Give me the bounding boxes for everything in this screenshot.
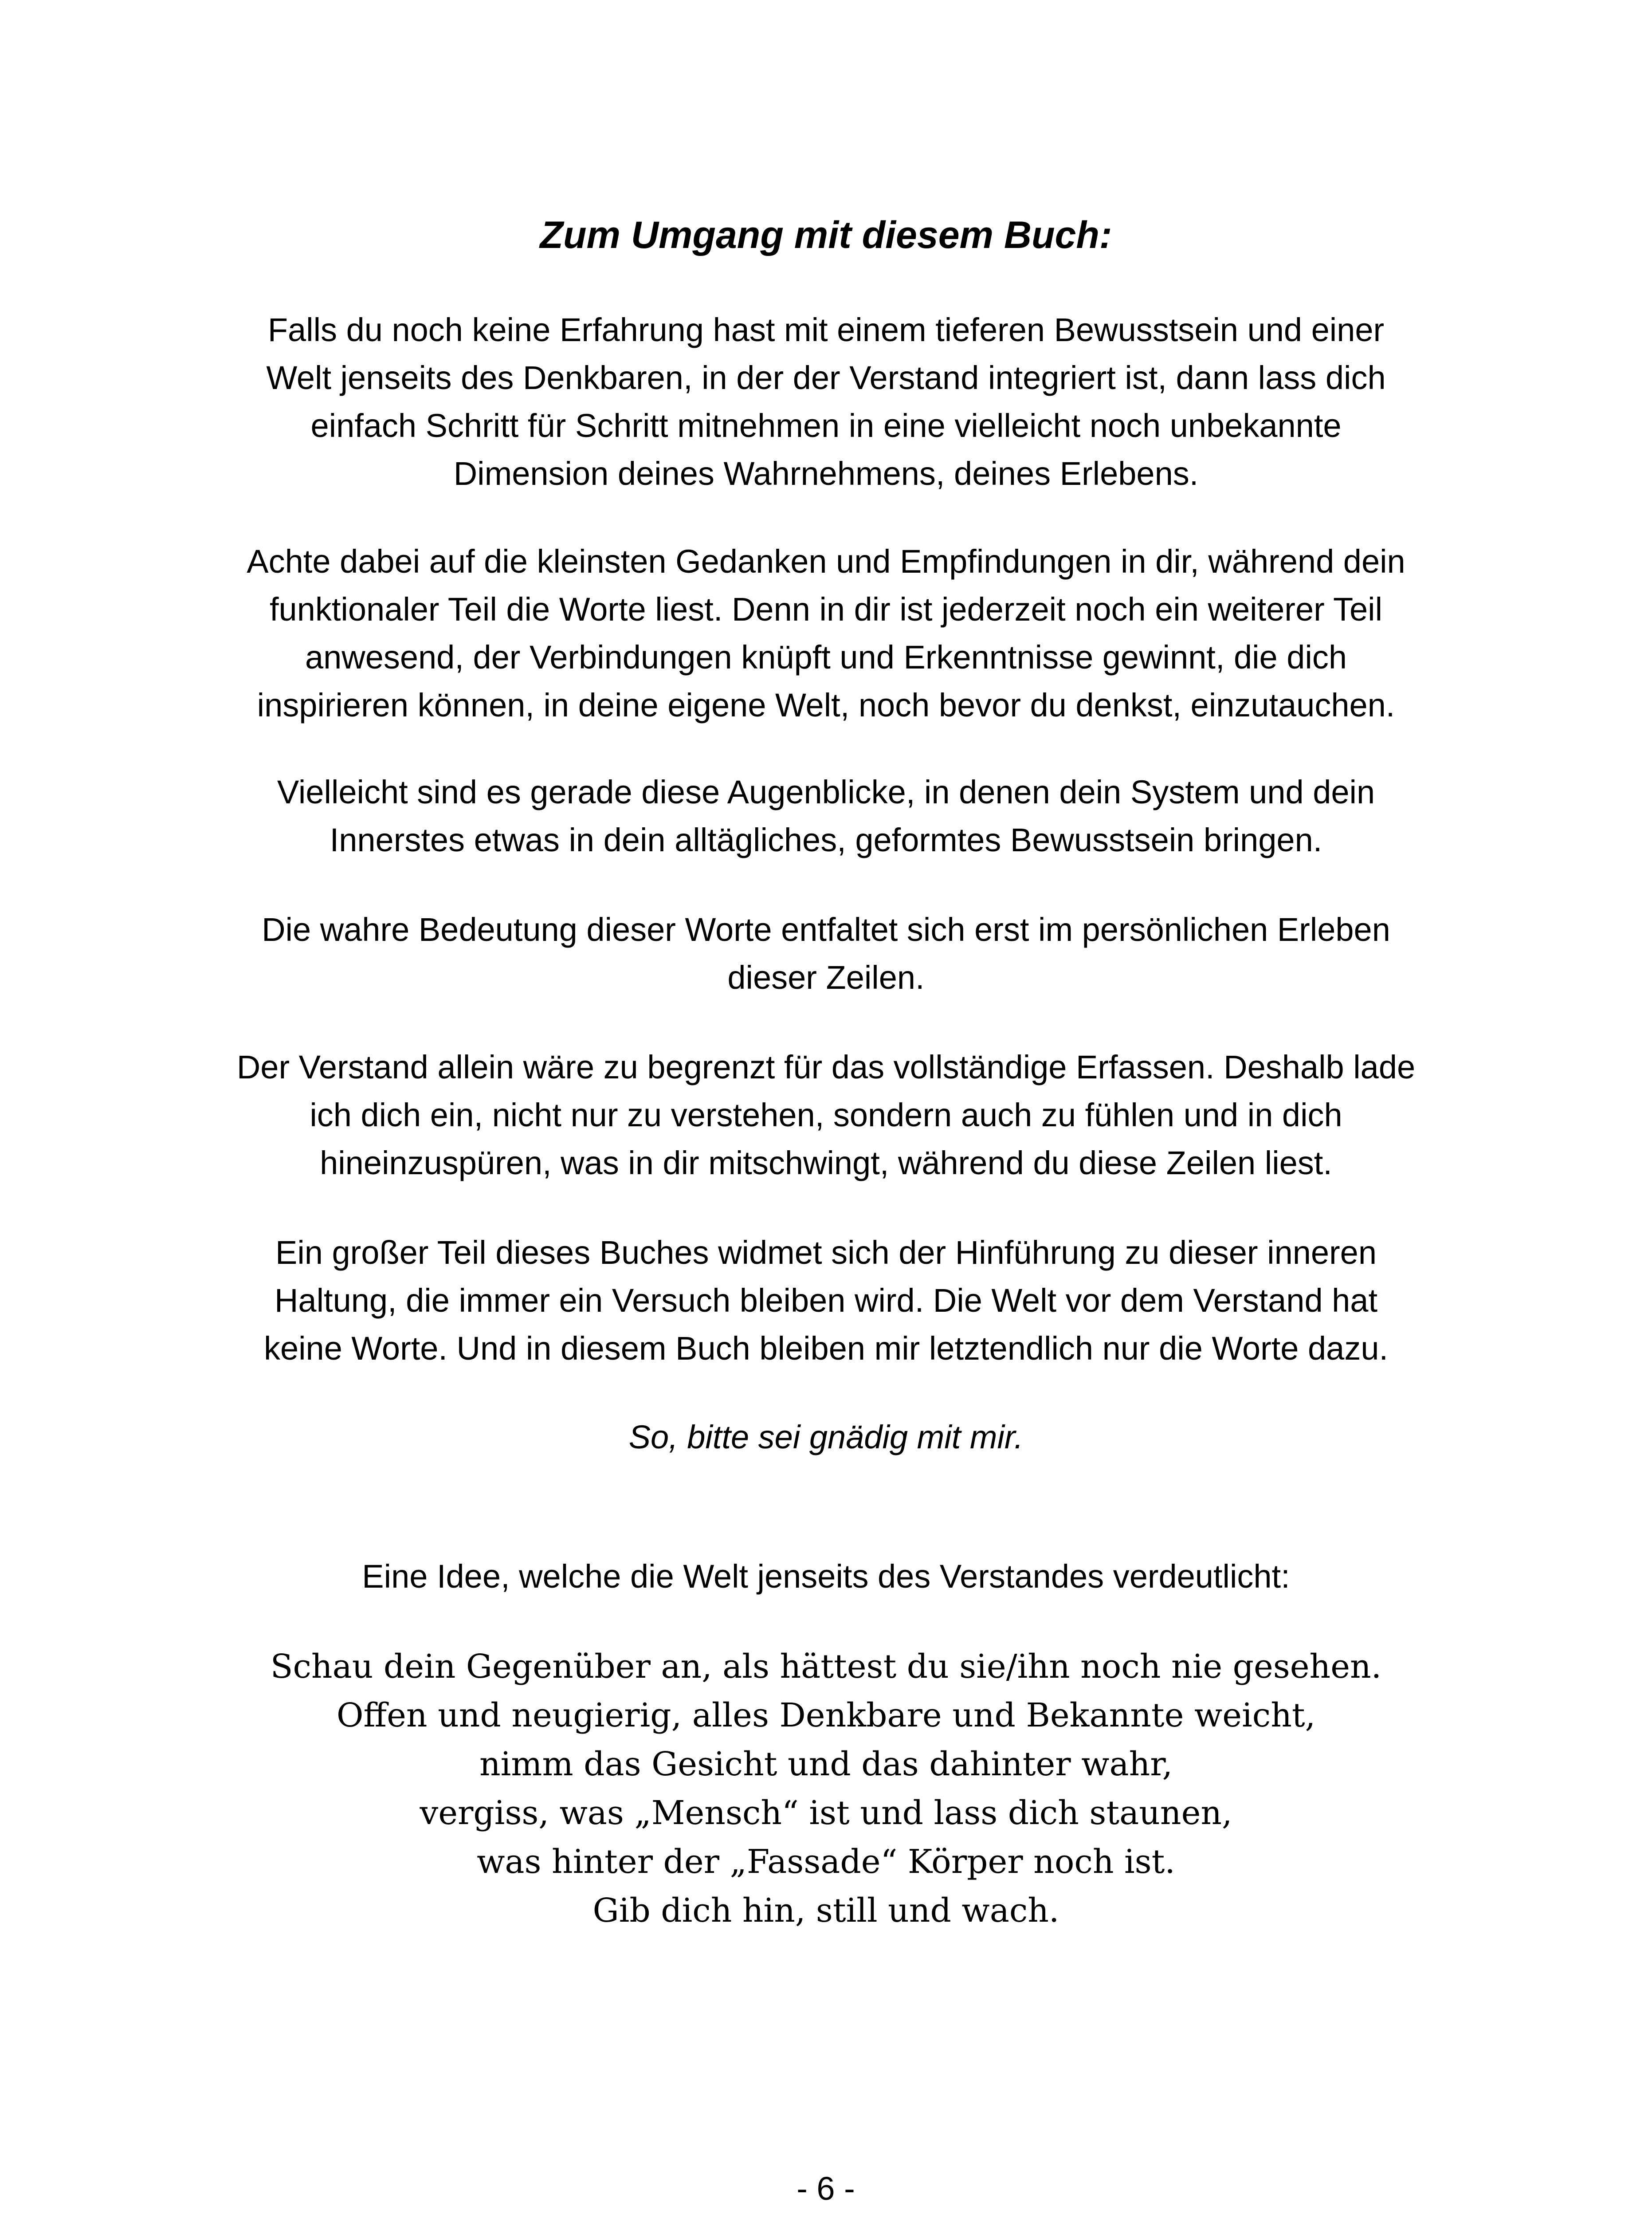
paragraph-2 bbox=[169, 538, 1483, 729]
paragraph-line: keine Worte. Und in diesem Buch bleiben mir letztendlich nur die Worte dazu. bbox=[263, 1330, 1389, 1367]
poem-line: nimm das Gesicht und das dahinter wahr, bbox=[479, 1745, 1173, 1783]
paragraph-line: Vielleicht sind es gerade diese Augenblicke, in denen dein System und dein bbox=[277, 774, 1375, 810]
closing-line: So, bitte sei gnädig mit mir. bbox=[628, 1419, 1024, 1455]
paragraph-line: ich dich ein, nicht nur zu verstehen, sondern auch zu fühlen und in dich bbox=[310, 1097, 1342, 1133]
idea-intro: Eine Idee, welche die Welt jenseits des Verstandes verdeutlicht: bbox=[362, 1558, 1290, 1595]
page-number: - 6 - bbox=[797, 2170, 855, 2207]
paragraph-line: dieser Zeilen. bbox=[727, 959, 925, 996]
poem-line: was hinter der „Fassade“ Körper noch ist. bbox=[477, 1843, 1175, 1881]
paragraph-line: hineinzuspüren, was in dir mitschwingt, während du diese Zeilen liest. bbox=[320, 1144, 1332, 1181]
paragraph-line: Falls du noch keine Erfahrung hast mit einem tieferen Bewusstsein und einer bbox=[267, 311, 1385, 348]
paragraph-5 bbox=[169, 1043, 1483, 1187]
title-line: Zum Umgang mit diesem Buch: bbox=[540, 214, 1112, 256]
poem-line: vergiss, was „Mensch“ ist und lass dich staunen, bbox=[420, 1794, 1232, 1832]
poem-line: Offen und neugierig, alles Denkbare und Bekannte weicht, bbox=[336, 1696, 1316, 1734]
paragraph-line: anwesend, der Verbindungen knüpft und Erkenntnisse gewinnt, die dich bbox=[305, 639, 1347, 676]
paragraph-line: Innerstes etwas in dein alltägliches, geformtes Bewusstsein bringen. bbox=[330, 822, 1322, 858]
paragraph-line: Die wahre Bedeutung dieser Worte entfaltet sich erst im persönlichen Erleben bbox=[262, 911, 1390, 948]
paragraph-line: Welt jenseits des Denkbaren, in der der Verstand integriert ist, dann lass dich bbox=[266, 359, 1386, 396]
paragraph-line: inspirieren können, in deine eigene Welt, noch bevor du denkst, einzutauchen. bbox=[257, 687, 1395, 724]
paragraph-line: Ein großer Teil dieses Buches widmet sich der Hinführung zu dieser inneren bbox=[275, 1234, 1377, 1271]
page-title bbox=[169, 208, 1483, 262]
paragraph-line: Achte dabei auf die kleinsten Gedanken und Empfindungen in dir, während dein bbox=[247, 543, 1405, 580]
paragraph-1 bbox=[169, 306, 1483, 498]
paragraph-line: Dimension deines Wahrnehmens, deines Erlebens. bbox=[453, 455, 1199, 492]
poem-line: Schau dein Gegenüber an, als hättest du sie/ihn noch nie gesehen. bbox=[270, 1648, 1382, 1686]
poem-line: Gib dich hin, still und wach. bbox=[593, 1892, 1059, 1930]
paragraph-3 bbox=[169, 768, 1483, 864]
paragraph-line: funktionaler Teil die Worte liest. Denn in dir ist jederzeit noch ein weiterer Teil bbox=[269, 591, 1383, 628]
poem bbox=[169, 1642, 1483, 1935]
paragraph-4 bbox=[169, 906, 1483, 1002]
paragraph-line: einfach Schritt für Schritt mitnehmen in eine vielleicht noch unbekannte bbox=[310, 407, 1342, 444]
paragraph-line: Der Verstand allein wäre zu begrenzt für das vollständige Erfassen. Deshalb lade bbox=[236, 1049, 1416, 1085]
paragraph-line: Haltung, die immer ein Versuch bleiben wird. Die Welt vor dem Verstand hat bbox=[274, 1282, 1378, 1319]
paragraph-6 bbox=[169, 1229, 1483, 1372]
